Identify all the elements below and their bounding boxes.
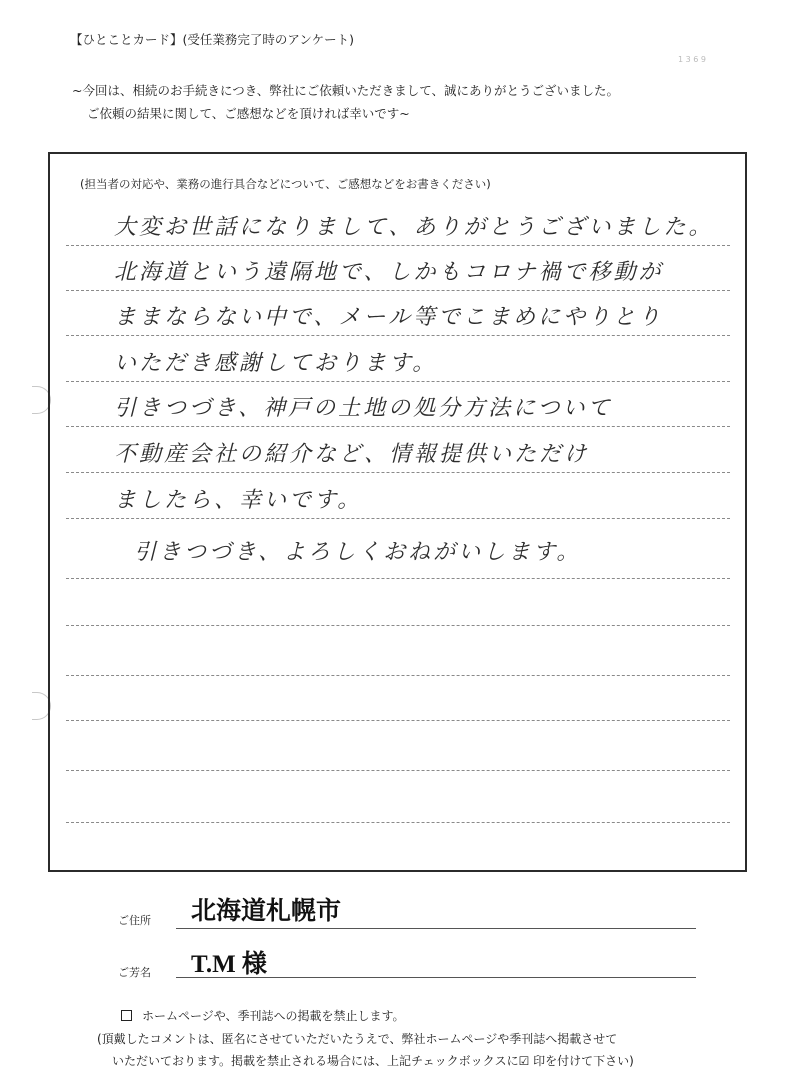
writing-line	[66, 472, 730, 473]
address-value: 北海道札幌市	[191, 898, 342, 925]
publish-prohibit-checkbox[interactable]	[121, 1010, 132, 1021]
publish-prohibit-label: ホームページや、季刊誌への掲載を禁止します。	[142, 1009, 405, 1023]
writing-line	[66, 426, 730, 427]
name-label: ご芳名	[118, 966, 151, 979]
corner-mark: 1 3 6 9	[678, 55, 706, 64]
writing-line	[66, 381, 730, 382]
name-value: T.M 様	[191, 951, 267, 978]
writing-line	[66, 290, 730, 291]
intro-line-2: ご依頼の結果に関して、ご感想などを頂ければ幸いです~	[87, 106, 410, 121]
handwritten-line-2: 北海道という遠隔地で、しかもコロナ禍で移動が	[114, 260, 664, 285]
address-label: ご住所	[118, 914, 151, 927]
footer-note-line-2: いただいております。掲載を禁止される場合には、上記チェックボックスに☑ 印を付けて下さい)	[112, 1054, 634, 1068]
footer-note-line-1: (頂戴したコメントは、匿名にさせていただいたうえで、弊社ホームページや季刊誌へ掲載させて	[97, 1032, 618, 1046]
card-instruction: (担当者の対応や、業務の進行具合などについて、ご感想などをお書きください)	[80, 177, 491, 191]
writing-line	[66, 822, 730, 823]
writing-line	[66, 245, 730, 246]
writing-line	[66, 625, 730, 626]
address-underline	[176, 928, 696, 929]
handwritten-line-1: 大変お世話になりまして、ありがとうございました。	[114, 215, 714, 240]
handwritten-line-7: ましたら、幸いです。	[114, 488, 363, 513]
card-title: 【ひとことカード】(受任業務完了時のアンケート)	[70, 32, 355, 47]
handwritten-line-6: 不動産会社の紹介など、情報提供いただけ	[114, 442, 590, 467]
handwritten-line-4: いただき感謝しております。	[114, 351, 438, 376]
handwritten-line-8: 引きつづき、よろしくおねがいします。	[134, 540, 582, 565]
handwritten-line-5: 引きつづき、神戸の土地の処分方法について	[114, 396, 613, 421]
intro-line-1: ~今回は、相続のお手続きにつき、弊社にご依頼いただきまして、誠にありがとうございました。	[72, 83, 619, 98]
writing-line	[66, 335, 730, 336]
writing-line	[66, 675, 730, 676]
writing-line	[66, 578, 730, 579]
handwritten-line-3: ままならない中で、メール等でこまめにやりとり	[114, 305, 664, 330]
writing-line	[66, 770, 730, 771]
writing-line	[66, 720, 730, 721]
name-underline	[176, 977, 696, 978]
writing-line	[66, 518, 730, 519]
